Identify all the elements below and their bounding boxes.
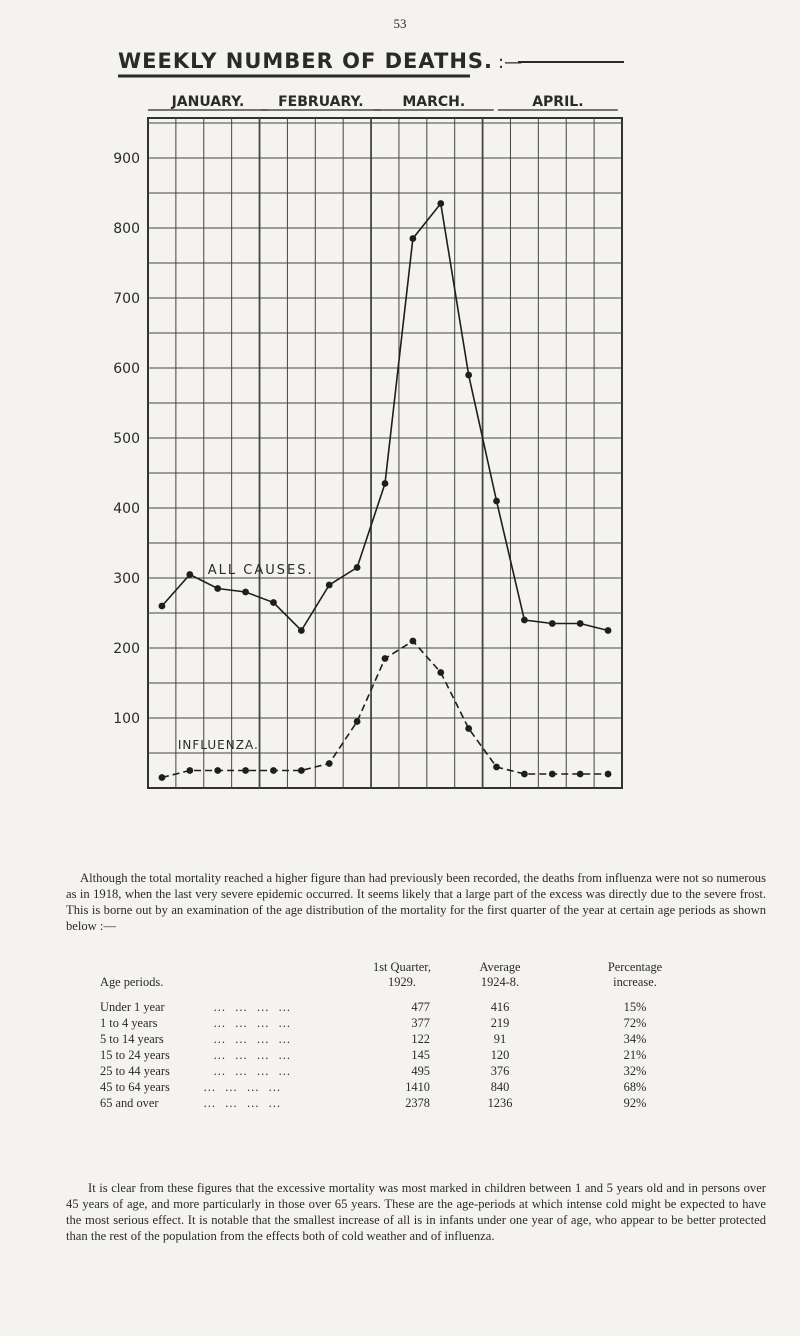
age-period-cell: 5 to 14 years [100, 1032, 164, 1046]
percentage-cell: 21% [623, 1048, 647, 1062]
data-point [242, 589, 249, 596]
percentage-cell: 15% [623, 1000, 647, 1014]
data-point [159, 774, 166, 781]
chart-title: WEEKLY NUMBER OF DEATHS. [118, 49, 494, 73]
data-point [298, 627, 305, 634]
y-tick-label: 100 [113, 711, 140, 727]
data-point [493, 498, 500, 505]
y-tick-label: 900 [113, 151, 140, 167]
data-point [605, 627, 612, 634]
data-point [577, 771, 584, 778]
table-row [100, 1032, 750, 1049]
y-tick-label: 400 [113, 501, 140, 517]
header-percentage-line2: increase. [613, 975, 657, 989]
data-point [159, 603, 166, 610]
grid-frame [148, 118, 622, 788]
percentage-cell: 34% [623, 1032, 647, 1046]
header-quarter-line1: 1st Quarter, [373, 960, 431, 974]
y-tick-label: 700 [113, 291, 140, 307]
data-point [409, 235, 416, 242]
month-label: FEBRUARY. [278, 94, 364, 110]
label-all-causes: ALL CAUSES. [207, 563, 314, 578]
month-label: MARCH. [402, 94, 466, 110]
age-period-cell: 45 to 64 years [100, 1080, 170, 1094]
paragraph-conclusion: It is clear from these figures that the excessive mortality was most marked in children between 1 and 5 years old and in persons over 45 years of age, and more particularly in those over 65 years. These are the age-periods at which intense cold might be expected to have the most serious effect. It is notable that the smallest increase of all is in infants under one year of age, who appear to be better protected than the rest of the population from the effects both of cold weather and of influenza. [66, 1181, 766, 1243]
quarter-value-cell: 2378 [405, 1096, 430, 1110]
leader-dots: … … … … [210, 1016, 291, 1030]
quarter-value-cell: 495 [411, 1064, 430, 1078]
data-point [493, 764, 500, 771]
data-point [326, 582, 333, 589]
age-period-cell: 25 to 44 years [100, 1064, 170, 1078]
data-point [354, 718, 361, 725]
leader-dots: … … … … [210, 1032, 291, 1046]
data-point [382, 480, 389, 487]
percentage-cell: 32% [623, 1064, 647, 1078]
data-point [214, 767, 221, 774]
age-period-cell: 65 and over [100, 1096, 159, 1110]
series-influenza [159, 638, 612, 781]
table-row [100, 1064, 750, 1081]
average-value-cell: 120 [490, 1048, 510, 1062]
header-quarter-line2: 1929. [388, 975, 416, 989]
percentage-cell: 68% [623, 1080, 647, 1094]
data-point [521, 617, 528, 624]
average-value-cell: 416 [490, 1000, 510, 1014]
chart-title-mark: :— [498, 52, 523, 73]
leader-dots: … … … … [210, 1064, 291, 1078]
average-value-cell: 91 [493, 1032, 507, 1046]
page-number: 53 [393, 16, 407, 31]
data-point [409, 638, 416, 645]
data-point [186, 767, 193, 774]
average-value-cell: 840 [490, 1080, 510, 1094]
data-point [270, 599, 277, 606]
age-period-cell: 15 to 24 years [100, 1048, 170, 1062]
leader-dots: … … … … [210, 1048, 291, 1062]
average-value-cell: 376 [490, 1064, 510, 1078]
age-period-cell: 1 to 4 years [100, 1016, 158, 1030]
data-point [326, 760, 333, 767]
header-average-line2: 1924-8. [480, 975, 520, 989]
table-row [100, 1096, 750, 1113]
header-average [460, 960, 540, 990]
data-point [465, 725, 472, 732]
data-point [549, 771, 556, 778]
y-tick-label: 800 [113, 221, 140, 237]
data-point [521, 771, 528, 778]
leader-dots: … … … … [200, 1096, 281, 1110]
data-point [549, 620, 556, 627]
leader-dots: … … … … [210, 1000, 291, 1014]
y-tick-label: 500 [113, 431, 140, 447]
table-row [100, 1048, 750, 1065]
quarter-value-cell: 377 [411, 1016, 430, 1030]
y-tick-label: 300 [113, 571, 140, 587]
data-point [577, 620, 584, 627]
data-point [270, 767, 277, 774]
average-value-cell: 219 [490, 1016, 510, 1030]
paragraph-intro: Although the total mortality reached a higher figure than had previously been recorded, the deaths from influenza were not so numerous as in 1918, when the last very severe epidemic occurred. It seems likely that a large part of the excess was directly due to the severe frost. This is borne out by an examination of the age distribution of the mortality for the first quarter of the year at certain age periods as shown below :— [66, 871, 766, 933]
percentage-cell: 72% [623, 1016, 647, 1030]
header-percentage-line1: Percentage [607, 960, 663, 974]
data-point [605, 771, 612, 778]
label-influenza: INFLUENZA. [177, 738, 259, 752]
month-label: APRIL. [532, 94, 584, 110]
quarter-value-cell: 122 [411, 1032, 430, 1046]
table-row [100, 1000, 750, 1017]
y-tick-label: 200 [113, 641, 140, 657]
data-point [214, 585, 221, 592]
data-point [186, 571, 193, 578]
table-row [100, 1080, 750, 1097]
data-point [298, 767, 305, 774]
average-value-cell: 1236 [487, 1096, 513, 1110]
month-labels [148, 94, 618, 110]
percentage-cell: 92% [623, 1096, 647, 1110]
header-age-periods: Age periods. [100, 975, 164, 989]
data-point [354, 564, 361, 571]
data-point [465, 372, 472, 379]
data-point [437, 669, 444, 676]
quarter-value-cell: 1410 [405, 1080, 430, 1094]
leader-dots: … … … … [200, 1080, 281, 1094]
data-point [242, 767, 249, 774]
header-quarter [352, 960, 452, 990]
header-average-line1: Average [479, 960, 521, 974]
quarter-value-cell: 477 [411, 1000, 430, 1014]
age-period-cell: Under 1 year [100, 1000, 165, 1014]
header-percentage [590, 960, 680, 990]
y-tick-label: 600 [113, 361, 140, 377]
quarter-value-cell: 145 [411, 1048, 430, 1062]
table-row [100, 1016, 750, 1033]
data-point [382, 655, 389, 662]
chart-grid [148, 118, 622, 788]
y-axis-ticks [113, 151, 140, 727]
data-point [437, 200, 444, 207]
month-label: JANUARY. [171, 94, 245, 110]
